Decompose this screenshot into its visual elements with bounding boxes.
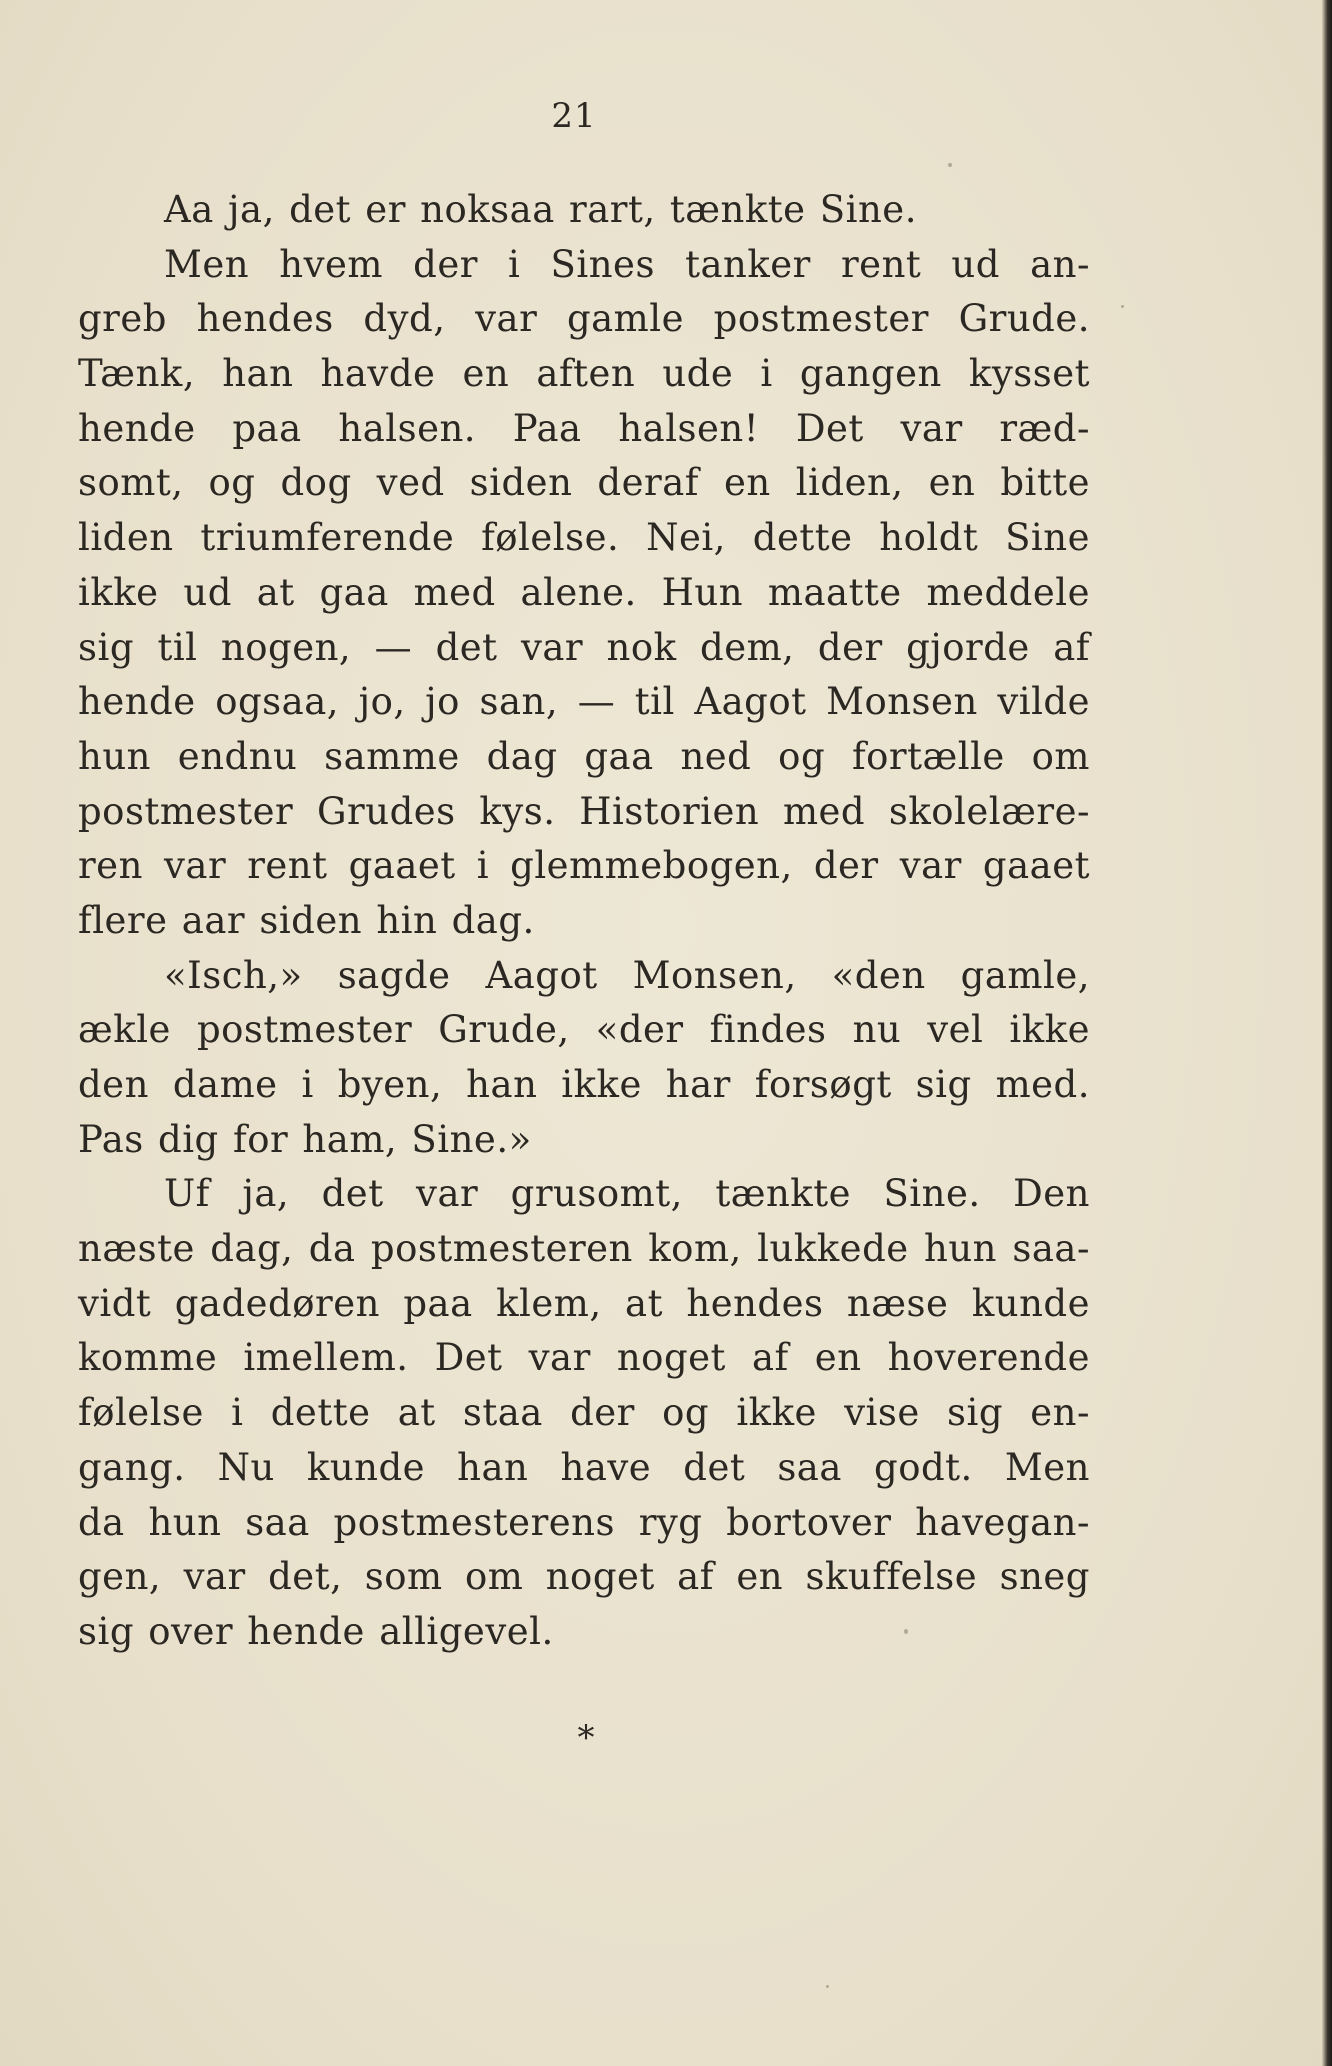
text-line: ikke ud at gaa med alene. Hun maatte meddele (78, 570, 1090, 614)
text-line: sig over hende alligevel. (78, 1609, 554, 1653)
text-line: Tænk, han havde en aften ude i gangen kysset (78, 352, 1090, 396)
text-line: postmester Grudes kys. Historien med skolelære- (78, 789, 1090, 833)
text-line: hende ogsaa, jo, jo san, — til Aagot Monsen vilde (78, 680, 1090, 724)
text-line: komme imellem. Det var noget af en hoverende (78, 1336, 1090, 1380)
text-line: Aa ja, det er noksaa rart, tænkte Sine. (164, 188, 917, 231)
text-line: gen, var det, som om noget af en skuffelse sneg (78, 1555, 1090, 1599)
text-line: liden triumferende følelse. Nei, dette holdt Sine (78, 516, 1090, 560)
text-line: hun endnu samme dag gaa ned og fortælle om (78, 734, 1090, 778)
page-number: 21 (551, 96, 597, 136)
paper-speck (948, 163, 952, 167)
text-line: Uf ja, det var grusomt, tænkte Sine. Den (164, 1172, 1090, 1216)
text-line: Men hvem der i Sines tanker rent ud an- (164, 242, 1090, 286)
text-line: vidt gadedøren paa klem, at hendes næse kunde (78, 1281, 1090, 1325)
page-edge-shadow (1322, 0, 1332, 2066)
text-line: hende paa halsen. Paa halsen! Det var ræd- (78, 406, 1090, 450)
paper-speck (904, 1629, 908, 1634)
text-line: da hun saa postmesterens ryg bortover havegan- (78, 1500, 1090, 1544)
body-text (78, 183, 1090, 1660)
text-line: gang. Nu kunde han have det saa godt. Men (78, 1445, 1090, 1489)
text-line: «Isch,» sagde Aagot Monsen, «den gamle, (164, 953, 1090, 997)
paper-speck (1121, 305, 1124, 308)
text-line: sig til nogen, — det var nok dem, der gjorde af (78, 625, 1090, 669)
paper-speck (826, 1985, 829, 1988)
text-line: greb hendes dyd, var gamle postmester Grude. (78, 297, 1090, 341)
section-break-asterisk: * (577, 1718, 595, 1758)
text-line: følelse i dette at staa der og ikke vise sig en- (78, 1391, 1090, 1435)
text-line: ren var rent gaaet i glemmebogen, der var gaaet (78, 844, 1090, 888)
text-line: ækle postmester Grude, «der findes nu vel ikke (78, 1008, 1090, 1052)
text-line: somt, og dog ved siden deraf en liden, en bitte (78, 461, 1090, 505)
text-line: næste dag, da postmesteren kom, lukkede hun saa- (78, 1227, 1090, 1271)
text-line: flere aar siden hin dag. (78, 898, 535, 942)
text-line: Pas dig for ham, Sine.» (78, 1117, 532, 1161)
text-line: den dame i byen, han ikke har forsøgt sig med. (78, 1063, 1090, 1106)
